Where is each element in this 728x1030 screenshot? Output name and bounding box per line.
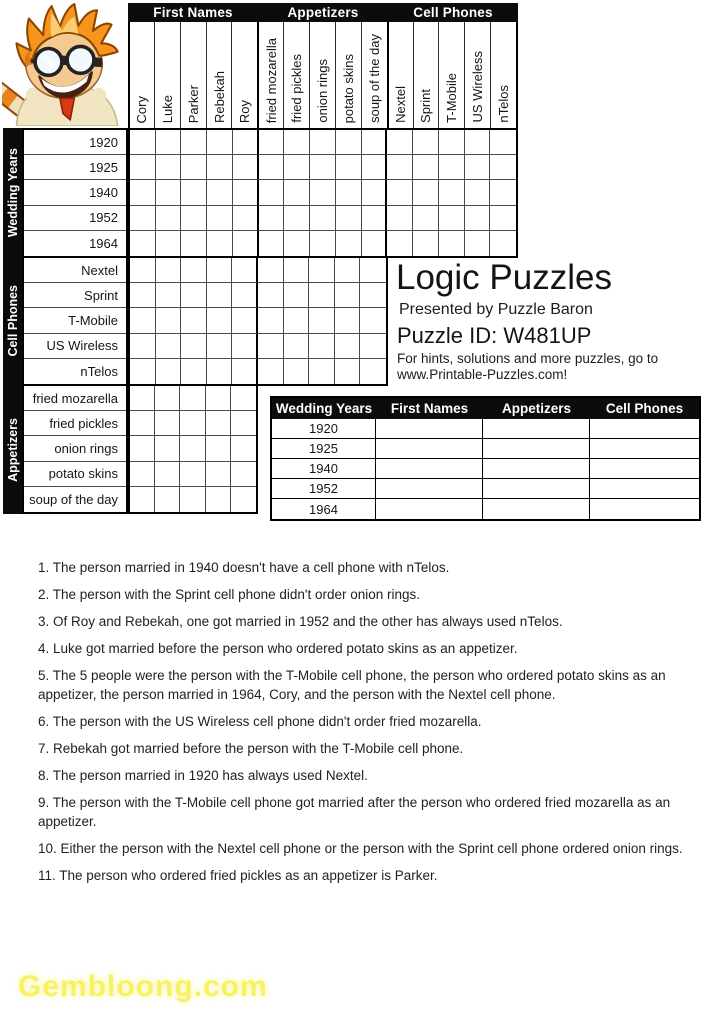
clue: 11. The person who ordered fried pickles as an appetizer is Parker.: [38, 868, 438, 883]
clue: 10. Either the person with the Nextel cell phone or the person with the Sprint cell phone ordered onion rings.: [38, 841, 683, 856]
grid-cell[interactable]: [207, 258, 233, 283]
grid-cell[interactable]: [387, 231, 413, 256]
grid-cell[interactable]: [232, 258, 258, 283]
grid-column-label: [154, 22, 180, 128]
grid-column-labels: [128, 22, 518, 128]
grid-cell[interactable]: [336, 130, 362, 155]
grid-cell[interactable]: [284, 180, 310, 205]
answer-empty-cell[interactable]: [483, 499, 590, 519]
answer-table-row: [272, 499, 699, 519]
grid-cell[interactable]: [156, 130, 182, 155]
page-subtitle: Presented by Puzzle Baron: [399, 301, 593, 318]
grid-column-label-text: US Wireless: [470, 51, 486, 123]
grid-cell[interactable]: [310, 180, 336, 205]
grid-cell[interactable]: [130, 308, 156, 333]
grid-cell[interactable]: [130, 487, 155, 512]
answer-empty-cell[interactable]: [590, 499, 699, 519]
answer-table: [270, 396, 701, 521]
grid-column-label-text: Rebekah: [211, 70, 227, 123]
grid-cell[interactable]: [490, 130, 516, 155]
puzzle-id: Puzzle ID: W481UP: [397, 323, 592, 348]
grid-cell[interactable]: [130, 155, 156, 180]
grid-column-label: [206, 22, 232, 128]
grid-column-label: [231, 22, 257, 128]
grid-cell[interactable]: [130, 436, 155, 461]
grid-cell[interactable]: [231, 487, 256, 512]
grid-cell[interactable]: [130, 258, 156, 283]
grid-column-label: [309, 22, 335, 128]
grid-column-label: [490, 22, 516, 128]
row-label-band-appetizers: [22, 384, 128, 514]
grid-cell[interactable]: [335, 359, 361, 384]
grid-cell[interactable]: [490, 206, 516, 231]
answer-year-cell: 1952: [272, 479, 376, 499]
clue-list: [38, 558, 700, 893]
grid-cell[interactable]: [362, 155, 388, 180]
grid-cell[interactable]: [284, 206, 310, 231]
answer-empty-cell[interactable]: [376, 499, 483, 519]
grid-cell[interactable]: [156, 180, 182, 205]
grid-cell[interactable]: [284, 155, 310, 180]
answer-empty-cell[interactable]: [483, 439, 590, 459]
grid-cell[interactable]: [207, 206, 233, 231]
grid-cell[interactable]: [231, 386, 256, 411]
grid-cell[interactable]: [387, 155, 413, 180]
grid-column-label: [438, 22, 464, 128]
grid-cell[interactable]: [233, 155, 259, 180]
grid-cell[interactable]: [156, 283, 182, 308]
grid-column-label-text: soup of the day: [366, 34, 382, 123]
answer-header-cell: Appetizers: [501, 401, 572, 416]
grid-column-label: [413, 22, 439, 128]
grid-cell[interactable]: [181, 180, 207, 205]
row-label: Sprint: [24, 283, 126, 308]
answer-table-row: [272, 419, 699, 439]
grid-cell[interactable]: [232, 334, 258, 359]
grid-cell[interactable]: [181, 334, 207, 359]
grid-cell[interactable]: [130, 386, 155, 411]
grid-cell[interactable]: [181, 130, 207, 155]
grid-column-label-text: Cory: [134, 95, 150, 123]
grid-cell[interactable]: [231, 411, 256, 436]
grid-cell[interactable]: [310, 206, 336, 231]
row-label: 1925: [24, 155, 126, 180]
grid-cell[interactable]: [360, 334, 386, 359]
grid-cell[interactable]: [439, 180, 465, 205]
grid-column-label: [128, 22, 154, 128]
mascot-illustration: [2, 2, 126, 126]
grid-cell[interactable]: [130, 359, 156, 384]
grid-cell[interactable]: [231, 462, 256, 487]
grid-cell[interactable]: [155, 386, 180, 411]
grid-cell[interactable]: [284, 359, 310, 384]
clue: 4. Luke got married before the person who ordered potato skins as an appetizer.: [38, 641, 518, 656]
grid-cell[interactable]: [156, 258, 182, 283]
row-group-label: Wedding Years: [5, 147, 20, 237]
grid-cell[interactable]: [207, 130, 233, 155]
grid-column-label: [464, 22, 490, 128]
grid-cell[interactable]: [335, 283, 361, 308]
grid-cell[interactable]: [130, 231, 156, 256]
grid-cell[interactable]: [155, 436, 180, 461]
grid-cell[interactable]: [439, 231, 465, 256]
grid-cell[interactable]: [156, 334, 182, 359]
grid-column-label-text: Luke: [159, 94, 175, 123]
grid-cell[interactable]: [181, 231, 207, 256]
grid-cell[interactable]: [439, 130, 465, 155]
grid-cell[interactable]: [180, 487, 205, 512]
grid-cell[interactable]: [180, 386, 205, 411]
answer-table-row: [272, 439, 699, 459]
grid-cell[interactable]: [284, 258, 310, 283]
grid-cell[interactable]: [232, 283, 258, 308]
grid-cell[interactable]: [259, 206, 285, 231]
grid-cell[interactable]: [465, 130, 491, 155]
grid-cell[interactable]: [206, 487, 231, 512]
site-url[interactable]: www.Printable-Puzzles.com!: [397, 367, 568, 382]
grid-cell[interactable]: [233, 180, 259, 205]
grid-column-label-text: potato skins: [340, 53, 356, 123]
answer-empty-cell[interactable]: [483, 479, 590, 499]
grid-cell[interactable]: [207, 359, 233, 384]
grid-cell[interactable]: [207, 231, 233, 256]
answer-header-cell: First Names: [390, 401, 469, 416]
grid-cell[interactable]: [130, 462, 155, 487]
grid-cell[interactable]: [258, 258, 284, 283]
answer-year-cell: 1925: [272, 439, 376, 459]
grid-column-label-text: fried mozarella: [263, 37, 279, 123]
grid-cell[interactable]: [336, 231, 362, 256]
category-bar: [128, 3, 518, 22]
grid-cell[interactable]: [362, 180, 388, 205]
grid-cell[interactable]: [181, 258, 207, 283]
row-label: fried mozarella: [24, 386, 126, 411]
row-group-cell_phones: [3, 257, 22, 386]
grid-cell[interactable]: [259, 231, 285, 256]
grid-column-label-text: Sprint: [418, 89, 434, 123]
grid-cell[interactable]: [490, 231, 516, 256]
grid-cell[interactable]: [130, 411, 155, 436]
clue: 8. The person married in 1920 has always used Nextel.: [38, 768, 368, 783]
grid-column-label: [180, 22, 206, 128]
grid-column-label: [283, 22, 309, 128]
grid-cell[interactable]: [309, 283, 335, 308]
grid-cell[interactable]: [207, 334, 233, 359]
grid-cell[interactable]: [207, 283, 233, 308]
clue: 6. The person with the US Wireless cell phone didn't order fried mozarella.: [38, 714, 482, 729]
grid-cell[interactable]: [156, 359, 182, 384]
grid-cell[interactable]: [336, 180, 362, 205]
answer-empty-cell[interactable]: [590, 419, 699, 439]
grid-column-label-text: T-Mobile: [444, 73, 460, 123]
row-label-band-wedding_years: [22, 128, 128, 258]
category-bar-label-first_names: First Names: [153, 5, 233, 20]
answer-year-cell: 1964: [272, 499, 376, 519]
grid-cell[interactable]: [130, 206, 156, 231]
row-group-wedding_years: [3, 128, 22, 257]
grid-cell[interactable]: [207, 308, 233, 333]
grid-column-label-text: onion rings: [314, 59, 330, 123]
grid-cell[interactable]: [258, 359, 284, 384]
grid-cell[interactable]: [181, 359, 207, 384]
clue: 3. Of Roy and Rebekah, one got married in 1952 and the other has always used nTelos.: [38, 614, 563, 629]
grid-column-label: [387, 22, 413, 128]
grid-cell[interactable]: [309, 334, 335, 359]
grid-cell[interactable]: [259, 180, 285, 205]
row-label: fried pickles: [24, 411, 126, 436]
clue: 5. The 5 people were the person with the T-Mobile cell phone, the person who ordered potato skins as an appetizer, the person married in 1964, Cory, and the person with the Nextel cell phone.: [38, 668, 666, 702]
grid-cell[interactable]: [335, 258, 361, 283]
answer-header-cell: Cell Phones: [605, 401, 684, 416]
grid-cell[interactable]: [362, 231, 388, 256]
row-label: T-Mobile: [24, 308, 126, 333]
row-group-label: Appetizers: [5, 417, 20, 482]
answer-empty-cell[interactable]: [590, 439, 699, 459]
row-group-label: Cell Phones: [5, 285, 20, 357]
grid-cell[interactable]: [207, 180, 233, 205]
grid-cell[interactable]: [413, 231, 439, 256]
row-label: 1964: [89, 235, 118, 251]
grid-cell[interactable]: [413, 155, 439, 180]
grid-cell[interactable]: [206, 462, 231, 487]
grid-cell[interactable]: [362, 130, 388, 155]
grid-cell[interactable]: [465, 155, 491, 180]
grid-cell[interactable]: [181, 155, 207, 180]
grid-cell[interactable]: [413, 206, 439, 231]
grid-cell[interactable]: [360, 308, 386, 333]
grid-cell[interactable]: [360, 283, 386, 308]
grid-column-label-text: Parker: [185, 84, 201, 123]
grid-cell[interactable]: [181, 283, 207, 308]
grid-cell[interactable]: [335, 334, 361, 359]
grid-cell[interactable]: [309, 359, 335, 384]
category-bar-label-appetizers: Appetizers: [287, 5, 359, 20]
grid-column-label-text: Nextel: [393, 86, 409, 123]
grid-cell[interactable]: [233, 231, 259, 256]
grid-column-label: [257, 22, 283, 128]
grid-cell[interactable]: [258, 308, 284, 333]
grid-cell[interactable]: [490, 180, 516, 205]
grid-cell[interactable]: [130, 283, 156, 308]
grid-cell[interactable]: [284, 231, 310, 256]
grid-cell[interactable]: [362, 206, 388, 231]
grid-cell[interactable]: [439, 206, 465, 231]
grid-cell[interactable]: [284, 283, 310, 308]
grid-column-label: [361, 22, 387, 128]
answer-empty-cell[interactable]: [376, 479, 483, 499]
grid-cell[interactable]: [309, 258, 335, 283]
grid-cell[interactable]: [258, 334, 284, 359]
grid-cell[interactable]: [413, 180, 439, 205]
row-label: 1920: [24, 130, 126, 155]
grid-cell[interactable]: [259, 130, 285, 155]
grid-cell[interactable]: [180, 411, 205, 436]
grid-cell[interactable]: [310, 155, 336, 180]
row-label: US Wireless: [24, 334, 126, 359]
grid-cell[interactable]: [335, 308, 361, 333]
answer-year-cell: 1940: [272, 459, 376, 479]
row-label: 1940: [24, 180, 126, 205]
answer-empty-cell[interactable]: [483, 419, 590, 439]
row-label: soup of the day: [29, 491, 118, 507]
grid-cell[interactable]: [309, 308, 335, 333]
grid-cell[interactable]: [206, 411, 231, 436]
grid-column-label-text: Roy: [237, 99, 253, 123]
answer-empty-cell[interactable]: [590, 459, 699, 479]
grid-cell[interactable]: [284, 130, 310, 155]
row-group-strip: [3, 128, 22, 514]
answer-table-row: [272, 459, 699, 479]
clue: 2. The person with the Sprint cell phone didn't order onion rings.: [38, 587, 421, 602]
grid-column-label: [335, 22, 361, 128]
answer-table-header: [272, 398, 699, 419]
grid-cell[interactable]: [233, 130, 259, 155]
grid-cell[interactable]: [336, 155, 362, 180]
grid-cell[interactable]: [465, 206, 491, 231]
row-group-appetizers: [3, 385, 22, 514]
grid-cell[interactable]: [310, 231, 336, 256]
grid-cell[interactable]: [130, 334, 156, 359]
grid-band-appetizers: [128, 384, 258, 514]
row-label: 1952: [24, 206, 126, 231]
grid-cell[interactable]: [130, 130, 156, 155]
answer-table-row: [272, 479, 699, 499]
grid-band-cell_phones: [128, 256, 388, 386]
grid-cell[interactable]: [206, 386, 231, 411]
grid-cell[interactable]: [156, 308, 182, 333]
answer-year-cell: 1920: [272, 419, 376, 439]
grid-cell[interactable]: [387, 130, 413, 155]
grid-cell[interactable]: [207, 155, 233, 180]
grid-cell[interactable]: [336, 206, 362, 231]
grid-cell[interactable]: [180, 436, 205, 461]
grid-cell[interactable]: [181, 206, 207, 231]
grid-cell[interactable]: [180, 462, 205, 487]
row-label: Nextel: [24, 258, 126, 283]
grid-cell[interactable]: [465, 180, 491, 205]
clue: 9. The person with the T-Mobile cell phone got married after the person who ordered fried mozarella as an appetizer.: [38, 795, 671, 829]
grid-cell[interactable]: [284, 334, 310, 359]
grid-cell[interactable]: [156, 155, 182, 180]
answer-header-cell: Wedding Years: [275, 401, 373, 416]
grid-cell[interactable]: [284, 308, 310, 333]
row-label: onion rings: [24, 436, 126, 461]
clue: 1. The person married in 1940 doesn't have a cell phone with nTelos.: [38, 560, 450, 575]
grid-cell[interactable]: [181, 308, 207, 333]
answer-empty-cell[interactable]: [483, 459, 590, 479]
grid-cell[interactable]: [259, 155, 285, 180]
grid-cell[interactable]: [155, 462, 180, 487]
watermark: Gembloong.com: [18, 970, 268, 1003]
grid-cell[interactable]: [156, 231, 182, 256]
grid-cell[interactable]: [310, 130, 336, 155]
answer-empty-cell[interactable]: [590, 479, 699, 499]
category-bar-label-cell_phones: Cell Phones: [413, 5, 493, 20]
grid-cell[interactable]: [490, 155, 516, 180]
row-label: potato skins: [24, 462, 126, 487]
grid-cell[interactable]: [465, 231, 491, 256]
row-label-band-cell_phones: [22, 256, 128, 386]
grid-cell[interactable]: [413, 130, 439, 155]
row-label: nTelos: [80, 363, 118, 379]
grid-column-label-text: fried pickles: [289, 54, 305, 123]
answer-empty-cell[interactable]: [376, 439, 483, 459]
grid-cell[interactable]: [155, 411, 180, 436]
grid-cell[interactable]: [155, 487, 180, 512]
grid-column-label-text: nTelos: [496, 85, 511, 123]
grid-cell[interactable]: [206, 436, 231, 461]
grid-cell[interactable]: [258, 283, 284, 308]
grid-cell[interactable]: [231, 436, 256, 461]
answer-empty-cell[interactable]: [376, 459, 483, 479]
grid-cell[interactable]: [387, 206, 413, 231]
page-title: Logic Puzzles: [396, 258, 612, 297]
grid-cell[interactable]: [233, 206, 259, 231]
grid-cell[interactable]: [360, 258, 386, 283]
answer-empty-cell[interactable]: [376, 419, 483, 439]
grid-cell[interactable]: [232, 359, 258, 384]
grid-cell[interactable]: [439, 155, 465, 180]
grid-cell[interactable]: [232, 308, 258, 333]
grid-cell[interactable]: [360, 359, 386, 384]
grid-cell[interactable]: [156, 206, 182, 231]
clue: 7. Rebekah got married before the person with the T-Mobile cell phone.: [38, 741, 464, 756]
grid-band-wedding_years: [128, 128, 518, 258]
grid-cell[interactable]: [387, 180, 413, 205]
grid-cell[interactable]: [130, 180, 156, 205]
hint-text: For hints, solutions and more puzzles, go to: [397, 351, 659, 366]
